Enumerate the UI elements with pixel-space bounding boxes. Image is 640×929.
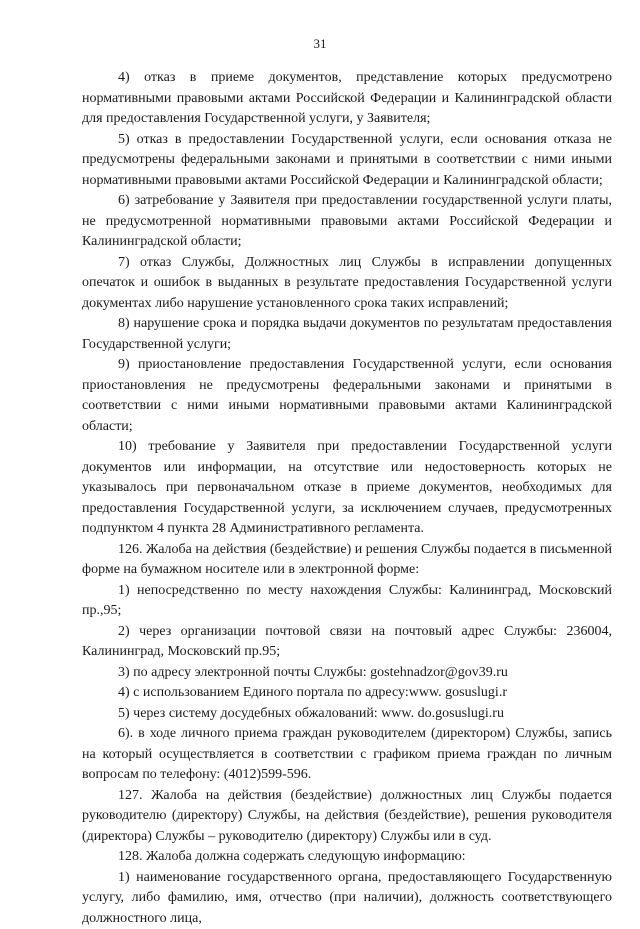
paragraph-item-9: 9) приостановление предоставления Государственной услуги, если основания приостановления не предусмотрены федеральными законами и принятыми в соответствии с ними иными нормативными правовыми актами Калининградской области;	[82, 355, 612, 437]
paragraph-126-item-5: 5) через систему досудебных обжалований: www. do.gosuslugi.ru	[82, 704, 612, 725]
paragraph-126: 126. Жалоба на действия (бездействие) и решения Службы подается в письменной форме на бумажном носителе или в электронной форме:	[82, 540, 612, 581]
document-body	[82, 68, 612, 929]
paragraph-item-7: 7) отказ Службы, Должностных лиц Службы в исправлении допущенных опечаток и ошибок в выданных в результате предоставления Государственной услуги документах либо нарушение установленного срока таких исправлений;	[82, 253, 612, 315]
paragraph-item-8: 8) нарушение срока и порядка выдачи документов по результатам предоставления Государственной услуги;	[82, 314, 612, 355]
paragraph-127: 127. Жалоба на действия (бездействие) должностных лиц Службы подается руководителю (директору) Службы, на действия (бездействие), решения руководителя (директора) Службы – руководителю (директору) Службы или в суд.	[82, 786, 612, 848]
paragraph-126-item-6: 6). в ходе личного приема граждан руководителем (директором) Службы, запись на который осуществляется в соответствии с графиком приема граждан по личным вопросам по телефону: (4012)599-596.	[82, 724, 612, 786]
paragraph-128-item-1: 1) наименование государственного органа, предоставляющего Государственную услугу, либо фамилию, имя, отчество (при наличии), должность соответствующего должностного лица,	[82, 868, 612, 929]
page-number: 31	[0, 36, 640, 52]
paragraph-128: 128. Жалоба должна содержать следующую информацию:	[82, 847, 612, 868]
paragraph-item-10: 10) требование у Заявителя при предоставлении Государственной услуги документов или информации, на отсутствие или недостоверность которых не указывалось при первоначальном отказе в приеме документов, необходимых для предоставления Государственной услуги, за исключением случаев, предусмотренных подпунктом 4 пункта 28 Административного регламента.	[82, 437, 612, 540]
paragraph-item-6: 6) затребование у Заявителя при предоставлении государственной услуги платы, не предусмотренной нормативными правовыми актами Российской Федерации и Калининградской области;	[82, 191, 612, 253]
paragraph-126-item-3: 3) по адресу электронной почты Службы: gostehnadzor@gov39.ru	[82, 663, 612, 684]
paragraph-item-4: 4) отказ в приеме документов, представление которых предусмотрено нормативными правовыми актами Российской Федерации и Калининградской области для предоставления Государственной услуги, у Заявителя;	[82, 68, 612, 130]
paragraph-126-item-1: 1) непосредственно по месту нахождения Службы: Калининград, Московский пр.,95;	[82, 581, 612, 622]
paragraph-126-item-2: 2) через организации почтовой связи на почтовый адрес Службы: 236004, Калининград, Московский пр.95;	[82, 622, 612, 663]
paragraph-item-5: 5) отказ в предоставлении Государственной услуги, если основания отказа не предусмотрены федеральными законами и принятыми в соответствии с ними иными нормативными правовыми актами Российской Федерации и Калининградской области;	[82, 130, 612, 192]
paragraph-126-item-4: 4) с использованием Единого портала по адресу:www. gosuslugi.r	[82, 683, 612, 704]
